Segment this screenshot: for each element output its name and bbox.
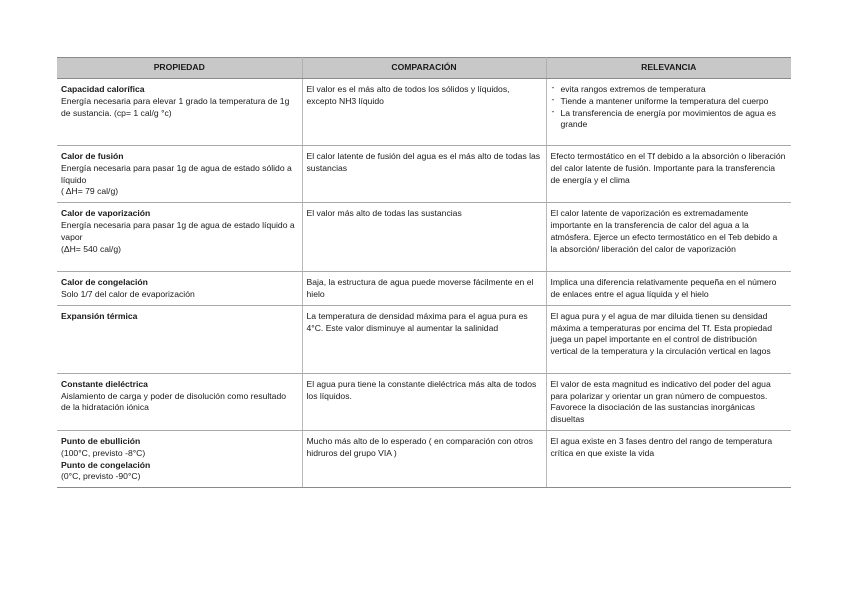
comparison-cell: La temperatura de densidad máxima para el agua pura es 4°C. Este valor disminuye al aumentar la salinidad — [302, 305, 546, 373]
table-row — [57, 203, 791, 272]
table-row — [57, 146, 791, 203]
property-detail: ( ΔH= 79 cal/g) — [61, 186, 119, 197]
header-comparacion: COMPARACIÓN — [302, 58, 546, 79]
properties-table — [57, 57, 791, 488]
header-propiedad: PROPIEDAD — [57, 58, 302, 79]
relevance-cell: El calor latente de vaporización es extremadamente importante en la transferencia de calor del agua a la atmósfera. Ejerce un efecto termostático en el Teb debido a la absorción/ liberación del calor de vaporización — [546, 203, 791, 272]
table-row — [57, 272, 791, 306]
property-name: Punto de congelación — [61, 459, 151, 470]
relevance-cell: Implica una diferencia relativamente pequeña en el número de enlaces entre el agua líquida y el hielo — [546, 272, 791, 306]
property-name: Punto de ebullición — [61, 435, 141, 446]
property-cell — [57, 430, 302, 487]
list-item: - evita rangos extremos de temperatura — [551, 84, 787, 96]
relevance-cell: El agua existe en 3 fases dentro del rango de temperatura crítica en que existe la vida — [546, 430, 791, 487]
table-row — [57, 373, 791, 430]
property-detail: Energía necesaria para elevar 1 grado la temperatura de 1g de sustancia. (cp= 1 cal/g °c) — [61, 95, 290, 118]
comparison-cell: Baja, la estructura de agua puede moverse fácilmente en el hielo — [302, 272, 546, 306]
property-detail: Aislamiento de carga y poder de disolución como resultado de la hidratación iónica — [61, 390, 286, 413]
property-detail: Energía necesaria para pasar 1g de agua de estado sólido a líquido — [61, 162, 292, 185]
property-cell — [57, 272, 302, 306]
property-cell — [57, 203, 302, 272]
table-header-row — [57, 58, 791, 79]
property-cell — [57, 79, 302, 146]
property-detail: Energía necesaria para pasar 1g de agua de estado líquido a vapor — [61, 219, 295, 242]
property-name: Capacidad calorífica — [61, 84, 145, 94]
list-item: - Tiende a mantener uniforme la temperatura del cuerpo — [551, 96, 787, 108]
property-cell — [57, 305, 302, 373]
property-detail: (100°C, previsto -8°C) — [61, 447, 146, 458]
comparison-cell: El valor es el más alto de todos los sólidos y líquidos, excepto NH3 líquido — [302, 79, 546, 146]
property-detail: (0°C, previsto -90°C) — [61, 471, 141, 482]
property-name: Calor de congelación — [61, 277, 148, 288]
property-detail: Solo 1/7 del calor de evaporización — [61, 288, 195, 299]
table-row — [57, 79, 791, 146]
table-row — [57, 430, 791, 487]
table-row — [57, 305, 791, 373]
relevance-list — [551, 84, 787, 131]
property-name: Constante dieléctrica — [61, 378, 148, 389]
comparison-cell: Mucho más alto de lo esperado ( en comparación con otros hidruros del grupo VIA ) — [302, 430, 546, 487]
property-cell — [57, 373, 302, 430]
property-name: Calor de vaporización — [61, 208, 151, 219]
comparison-cell: El valor más alto de todas las sustancias — [302, 203, 546, 272]
property-name: Expansión térmica — [61, 310, 138, 321]
list-item: - La transferencia de energía por movimientos de agua es grande — [551, 108, 787, 132]
comparison-cell: El agua pura tiene la constante dieléctrica más alta de todos los líquidos. — [302, 373, 546, 430]
relevance-cell: El valor de esta magnitud es indicativo del poder del agua para polarizar y orientar un gran número de compuestos. Favorece la disociación de las sustancias inorgánicas disueltas — [546, 373, 791, 430]
relevance-cell: Efecto termostático en el Tf debido a la absorción o liberación del calor latente de fusión. Importante para la transferencia de energía y el clima — [546, 146, 791, 203]
property-name: Calor de fusión — [61, 151, 124, 161]
relevance-cell — [546, 79, 791, 146]
property-detail: (ΔH= 540 cal/g) — [61, 243, 121, 254]
property-cell — [57, 146, 302, 203]
header-relevancia: RELEVANCIA — [546, 58, 791, 79]
relevance-cell: El agua pura y el agua de mar diluida tienen su densidad máxima a temperaturas por encima del Tf. Esta propiedad juega un papel importante en el control de distribución vertical de la temperatura y la circulación vertical en lagos — [546, 305, 791, 373]
comparison-cell: El calor latente de fusión del agua es el más alto de todas las sustancias — [302, 146, 546, 203]
